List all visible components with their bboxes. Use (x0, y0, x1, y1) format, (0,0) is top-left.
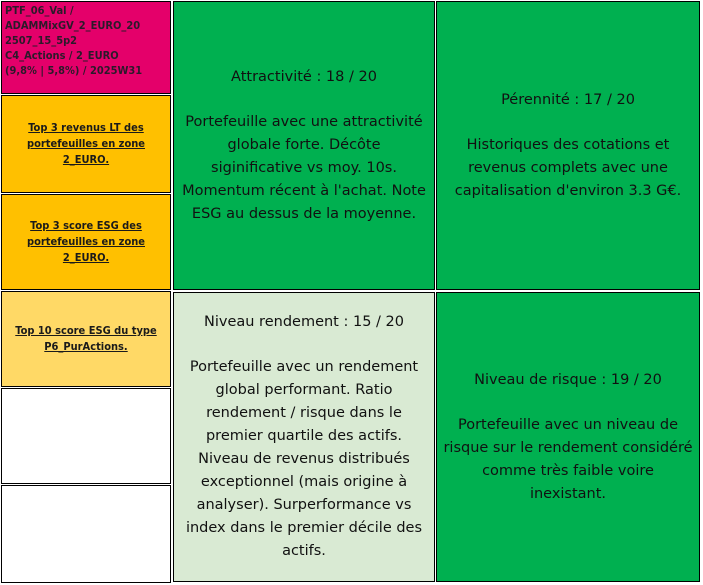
tag-top3-esg-zone[interactable] (1, 194, 171, 290)
risque-panel (436, 292, 700, 582)
tag-label[interactable]: Top 3 revenus LT des portefeuilles en zone 2_EURO. (26, 121, 145, 166)
header-line: PTF_06_Val / (5, 4, 74, 17)
tag-top3-revenus[interactable] (1, 95, 171, 193)
rendement-panel (173, 292, 435, 582)
header-line: C4_Actions / 2_EURO (5, 49, 119, 62)
attractivite-score: Attractivité : 18 / 20 (231, 68, 377, 85)
tag-top10-esg-type[interactable] (1, 291, 171, 387)
perennite-panel (436, 1, 700, 290)
perennite-text: Historiques des cotations et revenus complets avec une capitalisation d'environ 3.3 G€. (454, 136, 682, 199)
header-line: (9,8% | 5,8%) / 2025W31 (5, 64, 143, 77)
tag-label[interactable]: Top 10 score ESG du type P6_PurActions. (15, 324, 157, 353)
empty-cell (1, 485, 171, 583)
tag-label[interactable]: Top 3 score ESG des portefeuilles en zone 2_EURO. (26, 219, 145, 264)
attractivite-panel (173, 1, 435, 290)
header-line: 2507_15_5p2 (5, 34, 78, 47)
portfolio-header (1, 1, 171, 94)
rendement-text: Portefeuille avec un rendement global performant. Ratio rendement / risque dans le premier quartile des actifs. Niveau de revenus distribués exceptionnel (mais origine à analyser). Surperformance vs index dans le premier décile des actifs. (185, 359, 423, 559)
risque-score: Niveau de risque : 19 / 20 (474, 371, 662, 388)
empty-cell (1, 388, 171, 484)
perennite-score: Pérennité : 17 / 20 (501, 91, 635, 108)
risque-text: Portefeuille avec un niveau de risque sur le rendement considéré comme très faible voire inexistant. (443, 416, 693, 502)
rendement-score: Niveau rendement : 15 / 20 (204, 314, 404, 330)
attractivite-text: Portefeuille avec une attractivité globale forte. Décôte siginificative vs moy. 10s. Momentum récent à l'achat. Note ESG au dessus de la moyenne. (182, 113, 426, 222)
header-line: ADAMMixGV_2_EURO_20 (5, 19, 141, 32)
